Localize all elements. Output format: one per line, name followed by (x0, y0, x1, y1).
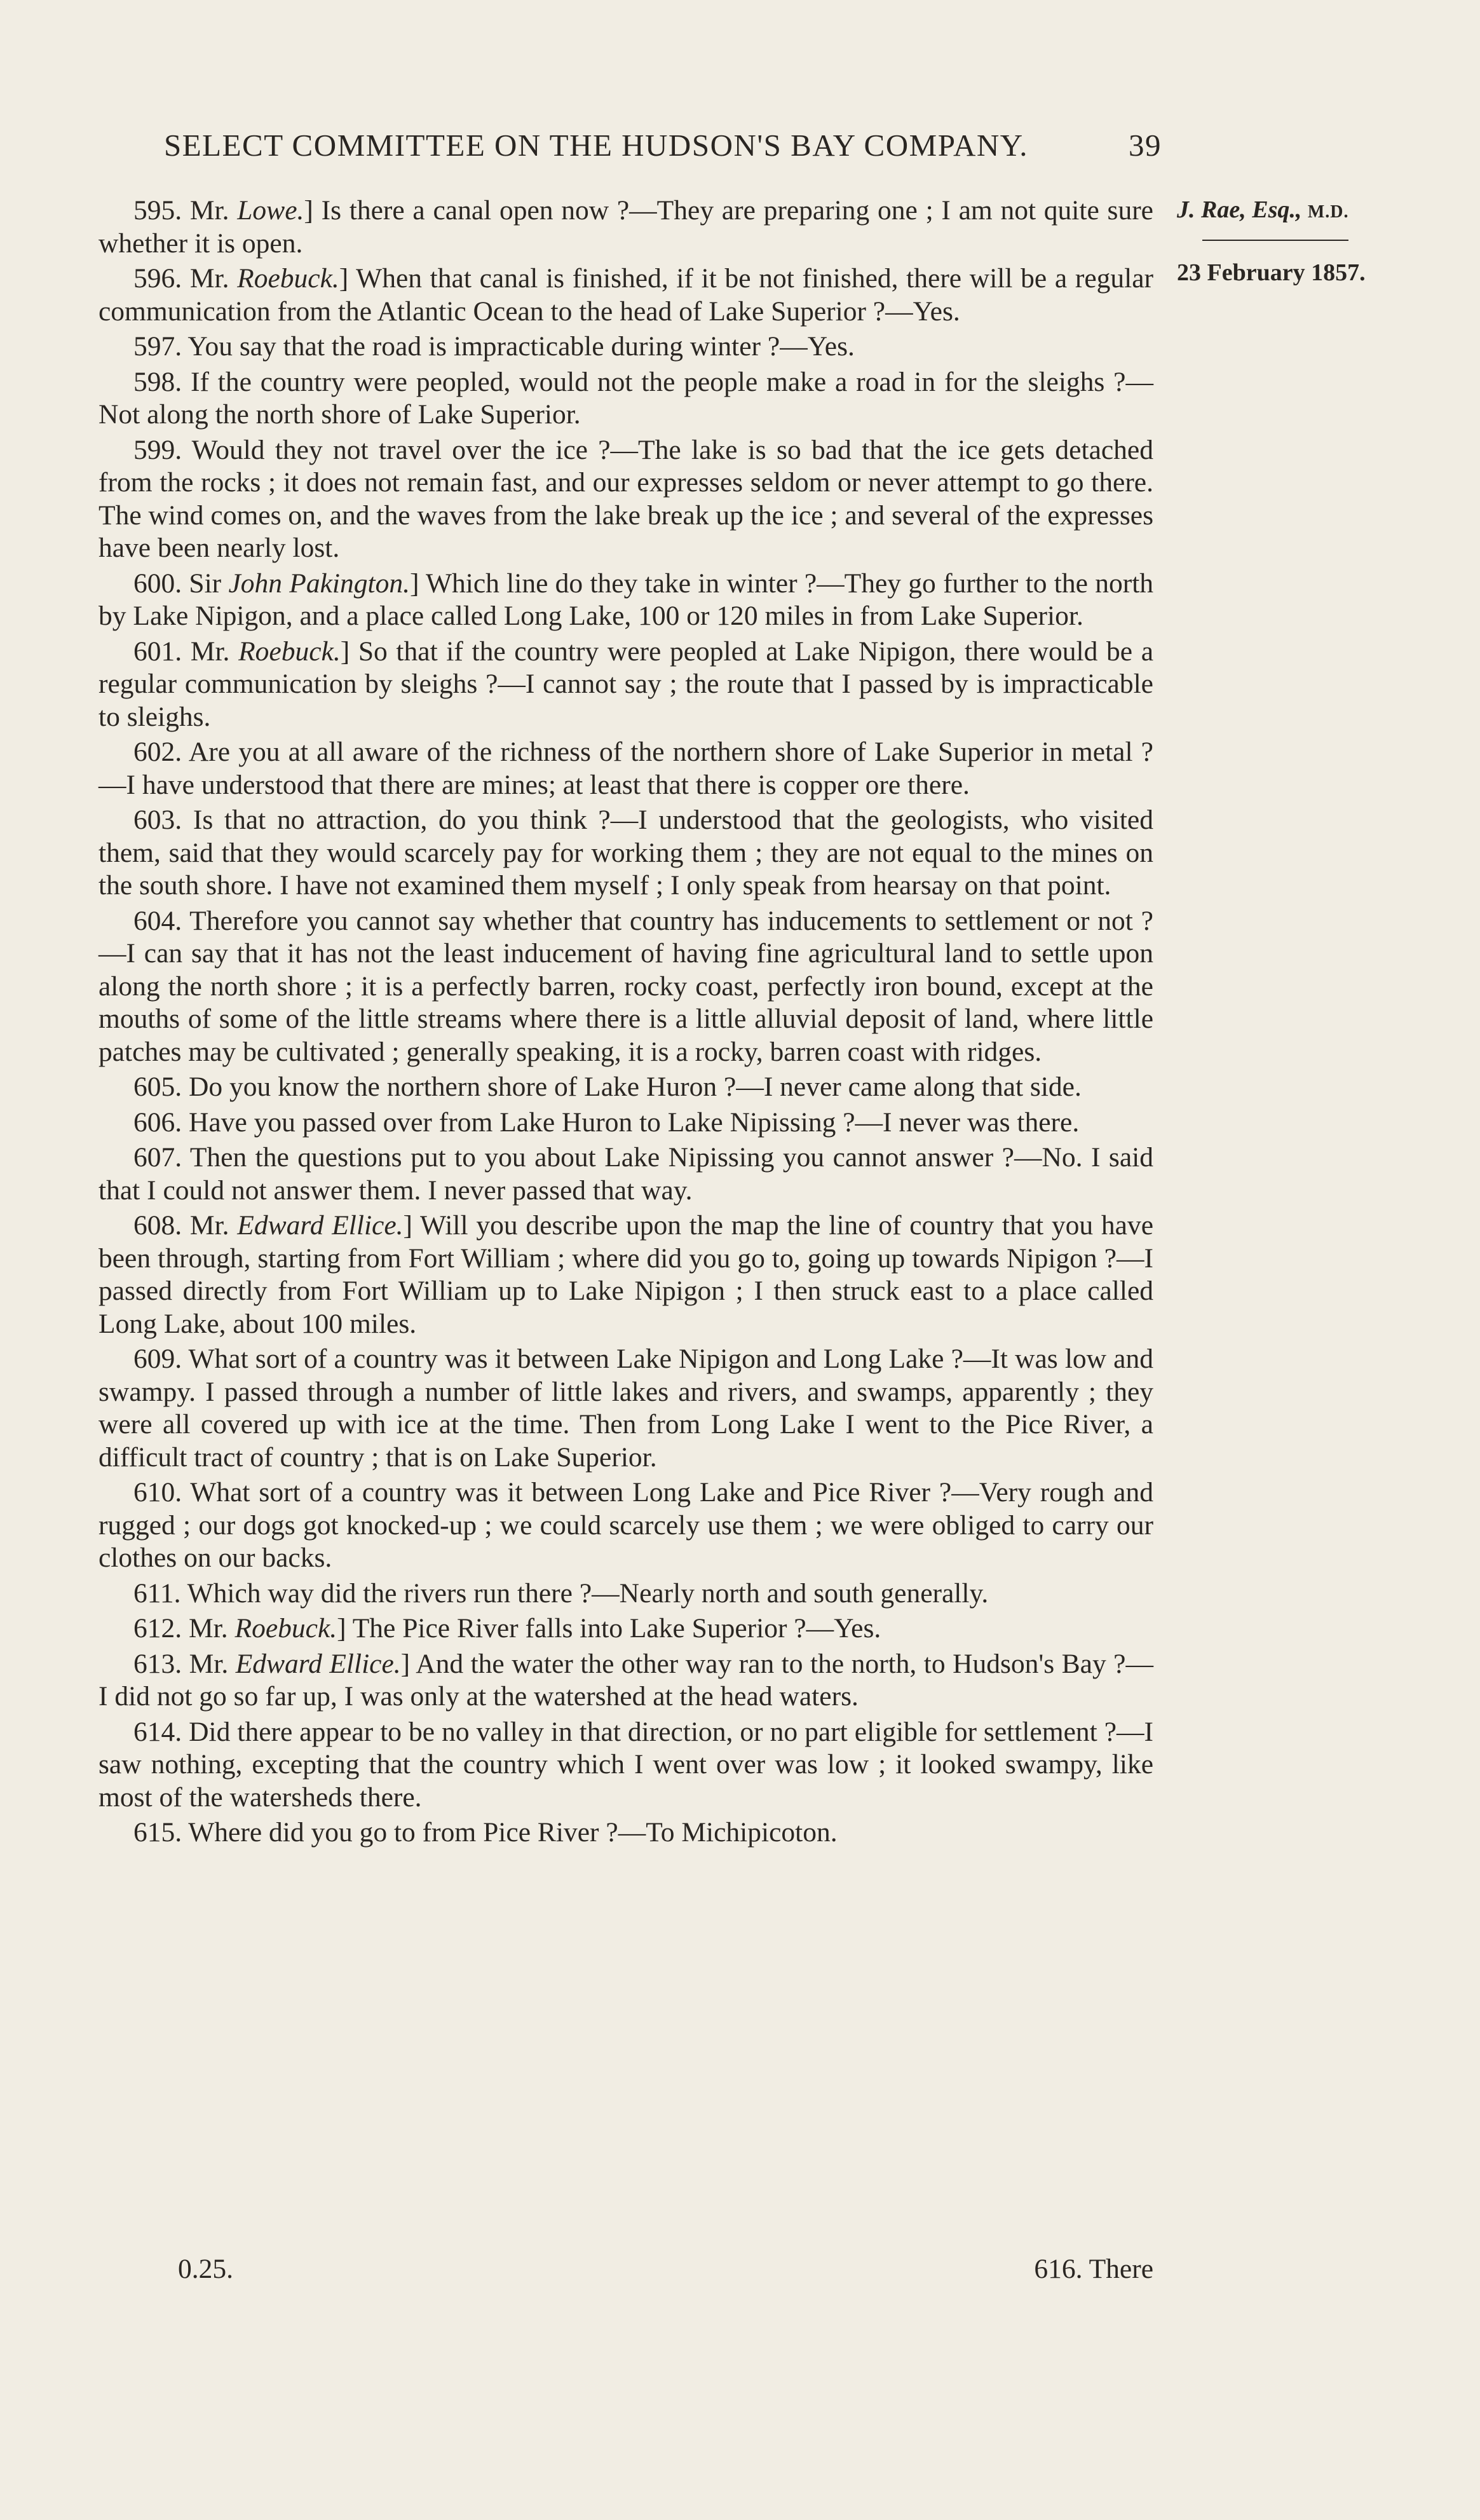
page-footer (98, 2253, 1153, 2291)
question-paragraph (98, 636, 1153, 734)
question-text: Have you passed over from Lake Huron to Lake Nipissing ?—I never was there. (189, 1107, 1080, 1138)
question-paragraph (98, 194, 1153, 260)
speaker-bracket: ] (409, 568, 426, 599)
question-paragraph (98, 568, 1153, 633)
question-number: 606. (133, 1107, 189, 1138)
question-paragraph (98, 1816, 1153, 1849)
speaker-bracket: ] (403, 1210, 420, 1241)
question-paragraph (98, 330, 1153, 364)
question-text: What sort of a country was it between Lake Nipigon and Long Lake ?—It was low and swampy. I passed through a number of little lakes and rivers, and swamps, apparently ; they were all covered up with ice at the time. Then from Long Lake I went to the Pice River, a difficult tract of country ; that is on Lake Superior. (98, 1344, 1153, 1473)
question-text: Did there appear to be no valley in that direction, or no part eligible for settlement ?—I saw nothing, excepting that the country which I went over was low ; it looked swampy, like most of the watersheds there. (98, 1716, 1154, 1813)
question-number: 596. (133, 263, 190, 294)
speaker-title: Mr. (190, 636, 239, 667)
question-number: 615. (133, 1817, 189, 1848)
question-number: 603. (133, 805, 193, 835)
testimony-date: 23 February 1857. (1177, 259, 1366, 287)
speaker-name: Roebuck. (234, 1613, 337, 1644)
question-paragraph (98, 1476, 1153, 1575)
margin-rule (1202, 240, 1348, 241)
question-number: 602. (133, 737, 189, 767)
question-text: Will you describe upon the map the line of country that you have been through, starting from Fort William ; where did you go to, going up towards Nipigon ?—I passed directly from Fort William up to Lake Nipigon ; I then struck east to a place called Long Lake, about 100 miles. (98, 1210, 1154, 1339)
speaker-title: Mr. (189, 1210, 238, 1241)
question-paragraph (98, 1343, 1153, 1474)
speaker-title: Mr. (189, 1648, 236, 1679)
question-number: 613. (133, 1648, 189, 1679)
question-number: 614. (133, 1716, 189, 1747)
question-text: The Pice River falls into Lake Superior ?—Yes. (352, 1613, 881, 1644)
speaker-name: John Pakington. (228, 568, 410, 599)
question-text: Is there a canal open now ?—They are preparing one ; I am not quite sure whether it is open. (98, 195, 1153, 259)
question-paragraph (98, 1577, 1153, 1611)
question-paragraph (98, 1107, 1153, 1140)
speaker-name: Edward Ellice. (237, 1210, 404, 1241)
question-paragraph (98, 1071, 1153, 1104)
question-text: Which line do they take in winter ?—They go further to the north by Lake Nipigon, and a place called Long Lake, 100 or 120 miles in from Lake Superior. (98, 568, 1154, 631)
question-text: Where did you go to from Pice River ?—To Michipicoton. (188, 1817, 838, 1848)
speaker-bracket: ] (340, 636, 358, 667)
speaker-bracket: ] (339, 263, 356, 294)
question-number: 608. (133, 1210, 190, 1241)
question-number: 610. (133, 1477, 191, 1508)
question-paragraph (98, 366, 1153, 432)
speaker-name: Roebuck. (237, 263, 339, 294)
speaker-title: Sir (189, 568, 229, 599)
question-text: What sort of a country was it between Long Lake and Pice River ?—Very rough and rugged ; our dogs got knocked-up ; we could scarcely use them ; we were obliged to carry our clothes on our backs. (98, 1477, 1153, 1573)
question-number: 612. (133, 1613, 189, 1644)
witness-name: J. Rae, Esq., M.D. (1177, 196, 1349, 223)
catchword: 616. There (1034, 2254, 1153, 2284)
speaker-bracket: ] (400, 1648, 416, 1679)
signature-mark: 0.25. (178, 2254, 233, 2284)
question-text: Therefore you cannot say whether that country has inducements to settlement or not ?—I can say that it has not the least inducement of having fine agricultural land to settle upon along the north shore ; it is a perfectly barren, rocky coast, perfectly iron bound, except at the mouths of some of the little streams where there is a little alluvial deposit of land, where little patches may be cultivated ; generally speaking, it is a rocky, barren coast with ridges. (98, 905, 1153, 1067)
question-number: 597. (133, 331, 188, 362)
question-text: When that canal is finished, if it be not finished, there will be a regular communication from the Atlantic Ocean to the head of Lake Superior ?—Yes. (98, 263, 1154, 327)
speaker-name: Lowe. (237, 195, 304, 226)
running-head (164, 127, 1162, 172)
question-paragraph (98, 262, 1153, 328)
question-paragraph (98, 1612, 1153, 1645)
question-number: 605. (133, 1072, 189, 1102)
question-text: Then the questions put to you about Lake Nipissing you cannot answer ?—No. I said that I could not answer them. I never passed that way. (98, 1142, 1154, 1206)
question-number: 598. (133, 366, 191, 397)
speaker-bracket: ] (304, 195, 322, 226)
question-number: 595. (133, 195, 190, 226)
speaker-name: Edward Ellice. (235, 1648, 401, 1679)
question-text: You say that the road is impracticable during winter ?—Yes. (187, 331, 855, 362)
margin-note (1177, 194, 1387, 289)
testimony-body (98, 194, 1153, 1852)
question-paragraph (98, 1648, 1153, 1713)
question-text: And the water the other way ran to the north, to Hudson's Bay ?—I did not go so far up, I was only at the watershed at the head waters. (98, 1648, 1153, 1712)
question-text: Would they not travel over the ice ?—The lake is so bad that the ice gets detached from the rocks ; it does not remain fast, and our expresses seldom or never attempt to go there. The wind comes on, and the waves from the lake break up the ice ; and several of the expresses have been nearly lost. (98, 434, 1153, 563)
question-paragraph (98, 804, 1153, 902)
question-paragraph (98, 736, 1153, 801)
question-text: Is that no attraction, do you think ?—I understood that the geologists, who visited them, said that they would scarcely pay for working them ; they are not equal to the mines on the south shore. I have not examined them myself ; I only speak from hearsay on that point. (98, 805, 1153, 901)
speaker-title: Mr. (189, 1613, 235, 1644)
question-paragraph (98, 1141, 1153, 1207)
question-number: 607. (133, 1142, 190, 1173)
question-paragraph (98, 1716, 1153, 1815)
speaker-bracket: ] (337, 1613, 353, 1644)
question-paragraph (98, 1209, 1153, 1340)
speaker-title: Mr. (189, 195, 238, 226)
question-number: 604. (133, 905, 190, 936)
question-number: 609. (133, 1344, 189, 1374)
question-text: Which way did the rivers run there ?—Nearly north and south generally. (187, 1577, 989, 1609)
question-number: 600. (133, 568, 189, 599)
page-number: 39 (1129, 128, 1162, 163)
question-text: Do you know the northern shore of Lake Huron ?—I never came along that side. (189, 1072, 1082, 1102)
question-paragraph (98, 905, 1153, 1069)
page-title: SELECT COMMITTEE ON THE HUDSON'S BAY COMPANY. (164, 128, 1029, 163)
question-text: Are you at all aware of the richness of the northern shore of Lake Superior in metal ?—I have understood that there are mines; at least that there is copper ore there. (98, 737, 1153, 800)
question-paragraph (98, 434, 1153, 565)
question-number: 599. (133, 434, 192, 465)
question-number: 601. (133, 636, 191, 667)
speaker-title: Mr. (189, 263, 238, 294)
question-text: If the country were peopled, would not the people make a road in for the sleighs ?—Not along the north shore of Lake Superior. (98, 366, 1153, 430)
question-text: So that if the country were peopled at Lake Nipigon, there would be a regular communication by sleighs ?—I cannot say ; the route that I passed by is impracticable to sleighs. (98, 636, 1154, 732)
question-number: 611. (133, 1577, 187, 1609)
speaker-name: Roebuck. (238, 636, 341, 667)
